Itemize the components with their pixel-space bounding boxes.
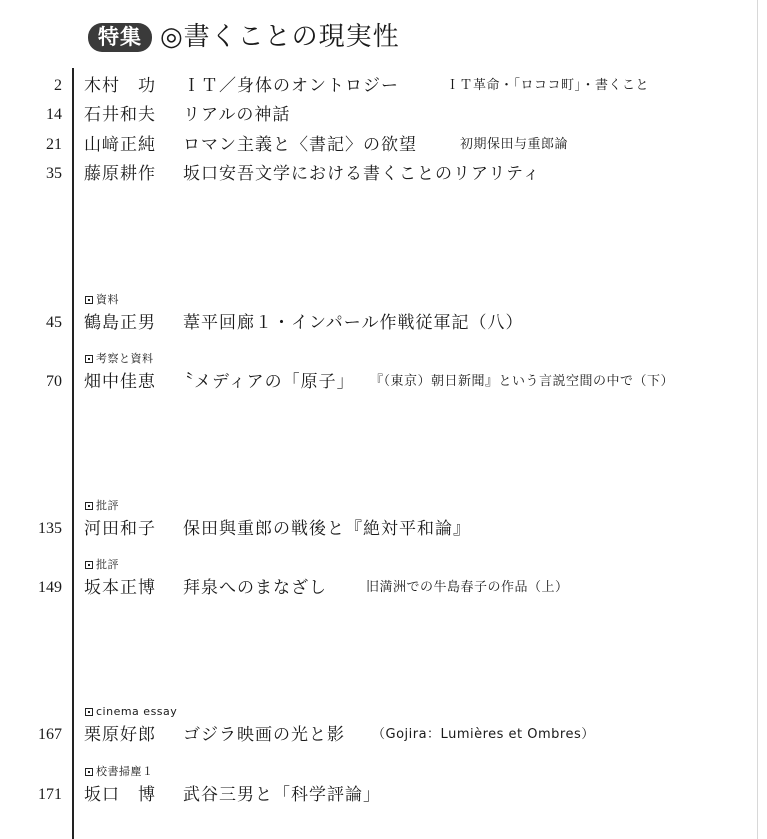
entry-subtitle: （Gojira：Lumières et Ombres）	[372, 727, 595, 742]
entry-subtitle: 旧満洲での牛島春子の作品（上）	[366, 580, 569, 595]
entry-title: ＩＴ／身体のオントロジー	[183, 76, 399, 96]
category-label: 批評	[85, 558, 119, 572]
feature-badge: 特集	[88, 23, 152, 52]
toc-entry[interactable]	[0, 310, 767, 336]
page-number: 167	[38, 726, 62, 743]
toc-entry[interactable]	[0, 161, 767, 187]
category-label: 資料	[85, 293, 119, 307]
entry-title: 拜泉へのまなざし	[183, 578, 327, 598]
feature-header	[88, 22, 400, 52]
entry-author: 藤原耕作	[84, 164, 156, 184]
toc-entry[interactable]	[0, 516, 767, 542]
entry-author: 坂口 博	[84, 785, 156, 805]
toc-entry[interactable]	[0, 369, 767, 395]
entry-title: 保田與重郎の戦後と『絶対平和論』	[183, 519, 471, 539]
feature-title: ◎書くことの現実性	[160, 22, 400, 52]
category-label: cinema essay	[85, 705, 177, 719]
entry-subtitle: ＩＴ革命・「ロココ町」・書くこと	[446, 78, 650, 93]
category-label: 批評	[85, 499, 119, 513]
entry-subtitle: 初期保田与重郎論	[460, 137, 569, 152]
square-bullet-icon	[85, 561, 93, 569]
entry-title: 坂口安吾文学における書くことのリアリティ	[183, 164, 541, 184]
square-bullet-icon	[85, 502, 93, 510]
entry-title: ゴジラ映画の光と影	[183, 725, 345, 745]
entry-title: 〝メディアの「原子」	[176, 372, 355, 392]
toc-entry[interactable]	[0, 722, 767, 748]
entry-author: 山﨑正純	[84, 135, 156, 155]
toc-entry[interactable]	[0, 102, 767, 128]
square-bullet-icon	[85, 708, 93, 716]
page-number: 21	[46, 136, 62, 153]
entry-title: ロマン主義と〈書記〉の欲望	[183, 135, 417, 155]
page-number: 2	[54, 77, 62, 94]
category-label: 校書掃塵１	[85, 765, 154, 779]
page-number: 171	[38, 786, 62, 803]
category-label: 考察と資料	[85, 352, 154, 366]
entry-title: リアルの神話	[183, 105, 291, 125]
square-bullet-icon	[85, 296, 93, 304]
square-bullet-icon	[85, 355, 93, 363]
entry-subtitle: 『（東京）朝日新聞』という言説空間の中で（下）	[370, 374, 675, 389]
page-number: 149	[38, 579, 62, 596]
entry-author: 木村 功	[84, 76, 156, 96]
entry-author: 栗原好郎	[84, 725, 156, 745]
entry-title: 武谷三男と「科学評論」	[183, 785, 381, 805]
entry-author: 鶴島正男	[84, 313, 156, 333]
toc-entry[interactable]	[0, 132, 767, 158]
page-number: 35	[46, 165, 62, 182]
entry-title: 葦平回廊１・インパール作戦従軍記（八）	[183, 313, 524, 333]
entry-author: 石井和夫	[84, 105, 156, 125]
page-number: 45	[46, 314, 62, 331]
toc-entry[interactable]	[0, 575, 767, 601]
toc-entry[interactable]	[0, 73, 767, 99]
square-bullet-icon	[85, 768, 93, 776]
page-number: 70	[46, 373, 62, 390]
toc-entry[interactable]	[0, 782, 767, 808]
entry-author: 河田和子	[84, 519, 156, 539]
page-number: 14	[46, 106, 62, 123]
entry-author: 坂本正博	[84, 578, 156, 598]
page-number: 135	[38, 520, 62, 537]
entry-author: 畑中佳恵	[84, 372, 156, 392]
